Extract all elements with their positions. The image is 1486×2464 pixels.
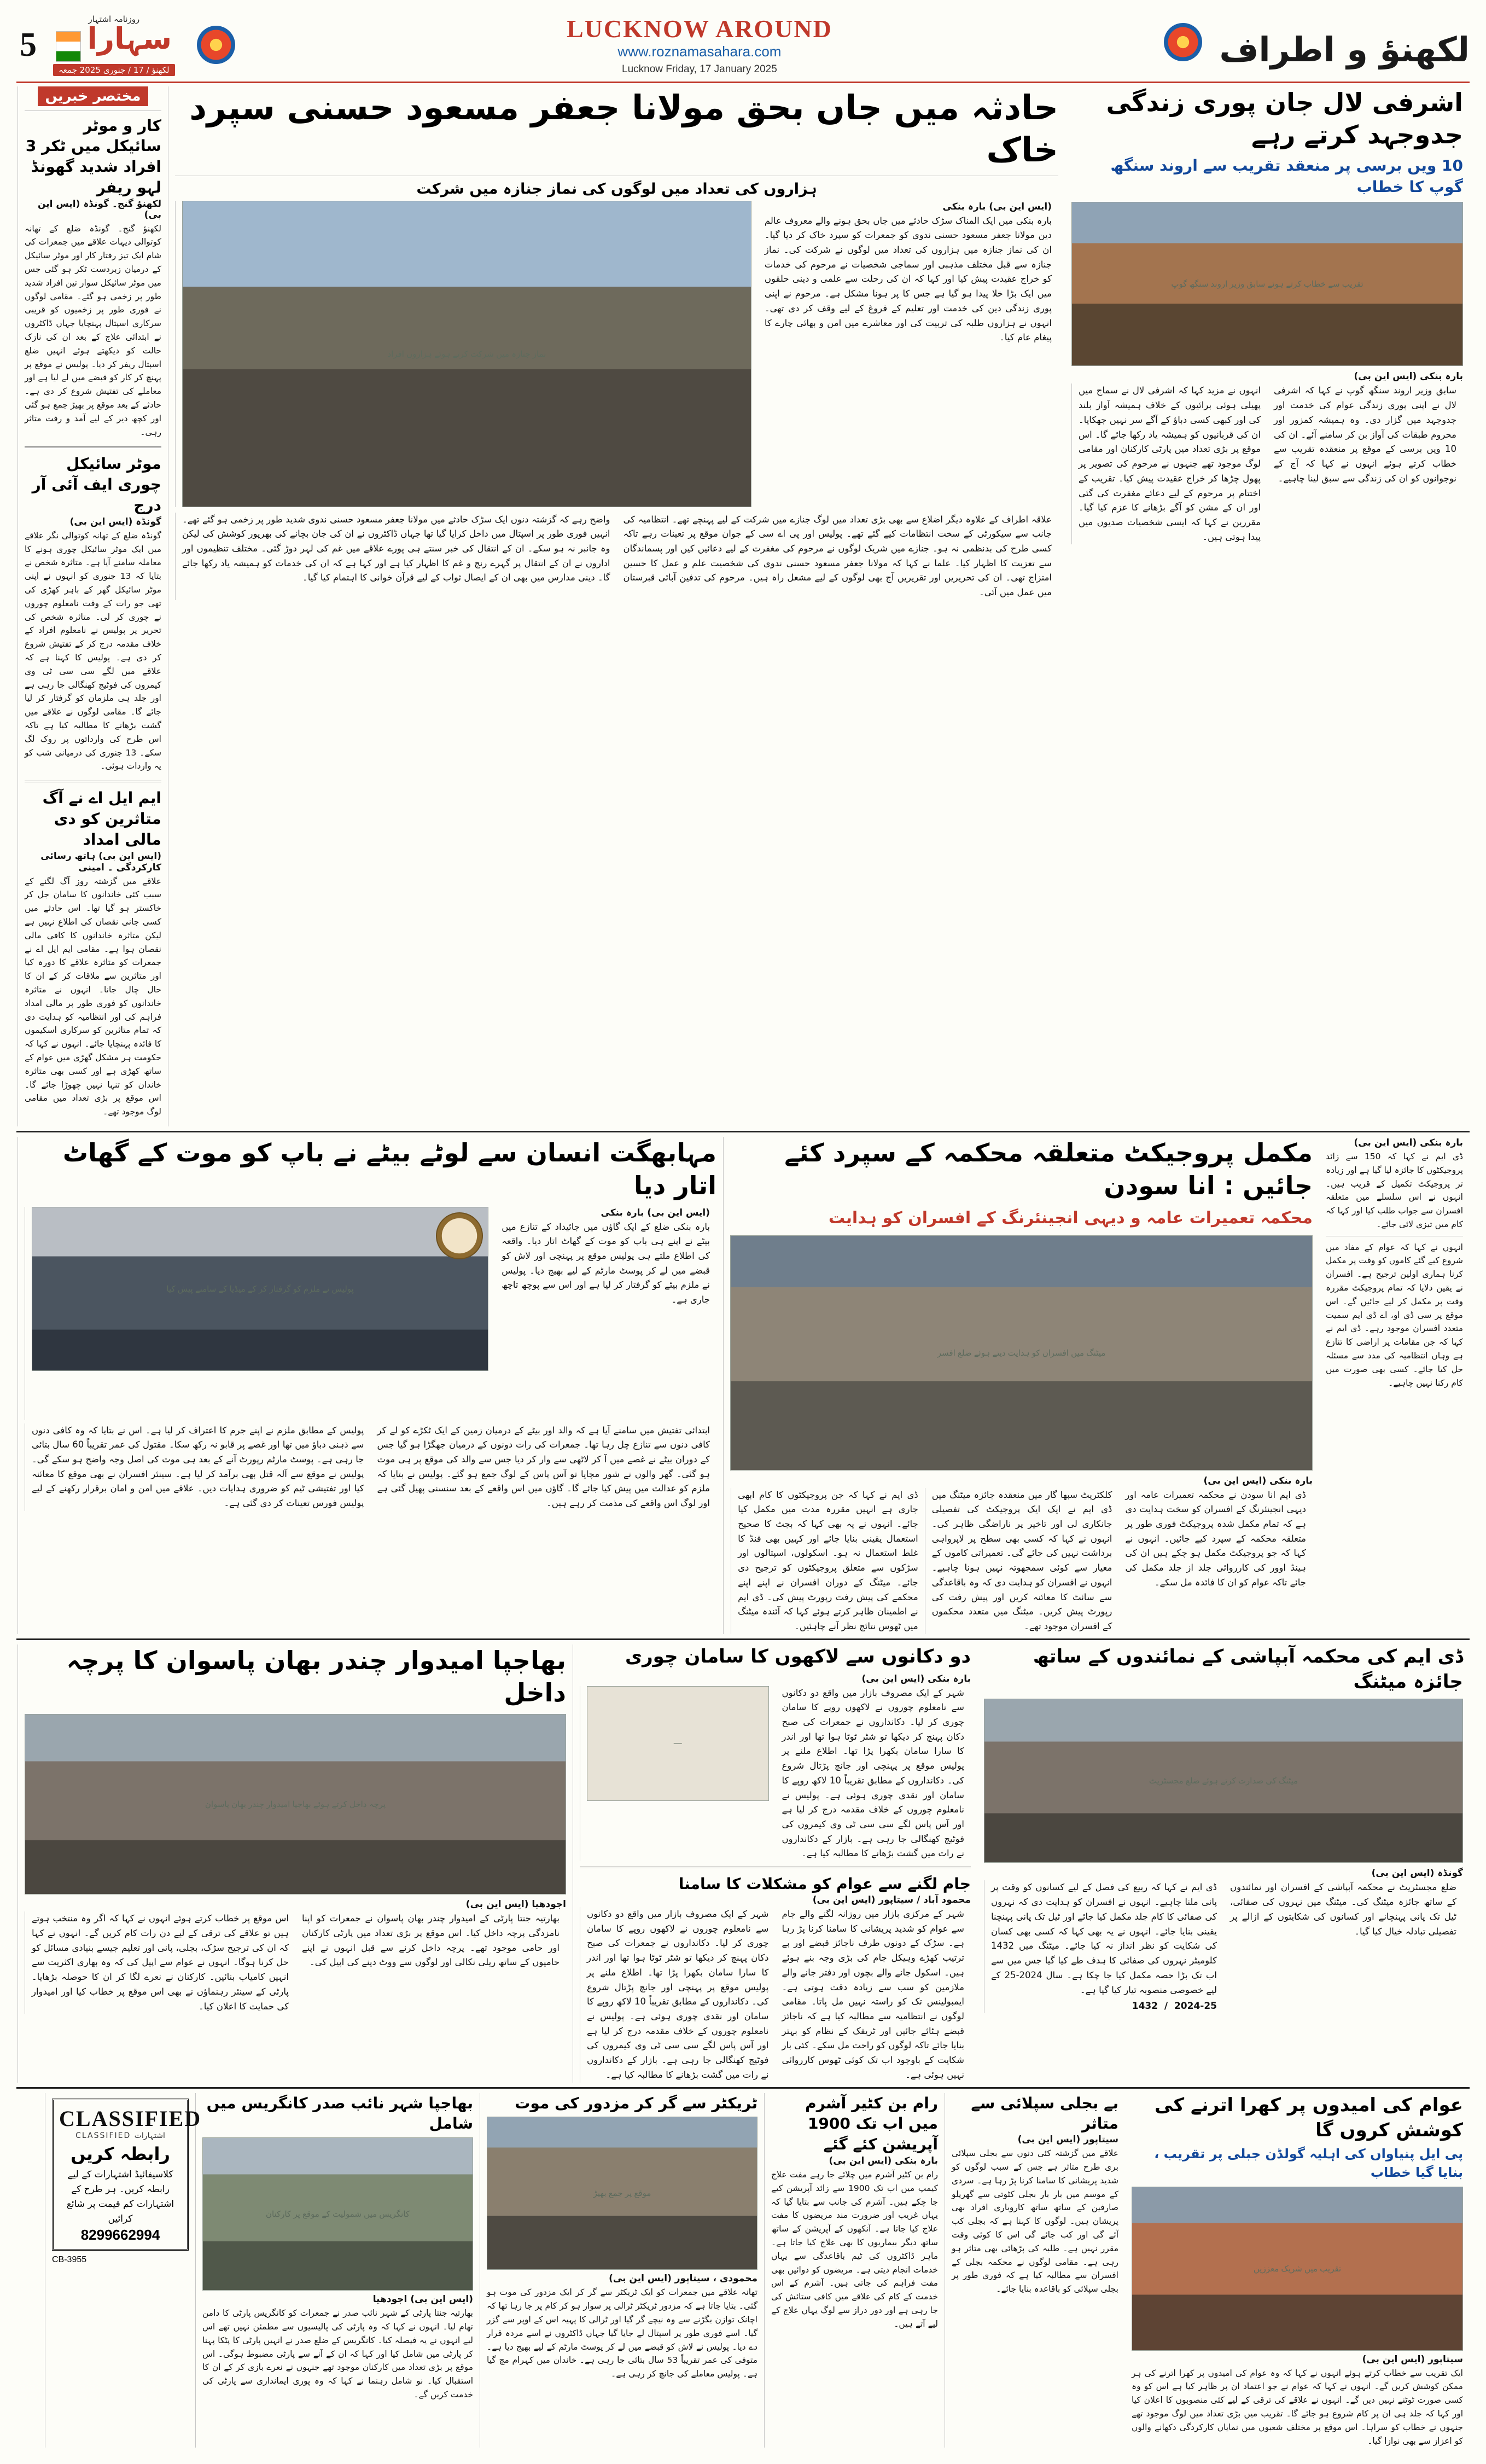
row4-a-story xyxy=(195,2093,480,2448)
classified-logo: CLASSIFIED xyxy=(59,2106,202,2131)
row3-right-byline: گونڈہ (ایس این بی) xyxy=(1371,1868,1463,1879)
row3-mid-sub-byline: محمود آباد / سیتاپور (ایس این بی) xyxy=(812,1895,971,1905)
row4-b-body: تھانہ علاقے میں جمعرات کو ایک ٹریکٹر سے گر کر ایک مزدور کی موت ہو گئی۔ بتایا جاتا ہے کہ مزدور ٹریکٹر ٹرالی پر سوار ہو کر کام پر جا رہا تھا کہ اچانک توازن بگڑنے سے وہ نیچے گر گیا اور ٹرالی کا پہیہ اس کے اوپر سے گزر گیا۔ اسے فوری طور پر اسپتال لے جایا گیا جہاں ڈاکٹروں نے اسے مردہ قرار دے دیا۔ پولیس نے لاش کو قبضے میں لے کر پوسٹ مارٹم کے لیے بھیج دیا ہے۔ متوفی کی عمر تقریباً 53 سال بتائی جا رہی ہے۔ خاندان میں کہرام مچ گیا ہے۔ پولیس معاملے کی جانچ کر رہی ہے۔ xyxy=(487,2287,757,2379)
mid-right-photo-caption: میٹنگ میں افسران کو ہدایت دیتے ہوئے ضلع افسر xyxy=(937,1348,1106,1358)
mid-right-headline: مکمل پروجیکٹ متعلقہ محکمہ کے سپرد کئے جائیں : انا سودن xyxy=(784,1137,1313,1200)
row4-a-byline: (ایس این بی) اجودھیا xyxy=(372,2294,473,2305)
lead-story xyxy=(168,86,1065,1126)
row3-left-byline: اجودھیا (ایس این بی) xyxy=(465,1899,566,1910)
row4-a-photo-caption: کانگریس میں شمولیت کے موقع پر کارکنان xyxy=(265,2210,410,2219)
row4-d-body: علاقے میں گزشتہ کئی دنوں سے بجلی سپلائی بری طرح متاثر ہے جس کے سبب لوگوں کو شدید پریشانی کا سامنا کرنا پڑ رہا ہے۔ سردی کے موسم میں بار بار بجلی کٹوتی سے گھریلو صارفین کے ساتھ ساتھ کاروباری افراد بھی پریشان ہیں۔ لوگوں کا کہنا ہے کہ بجلی کب آئے گی اور کب جائے گی اس کا کوئی وقت مقرر نہیں ہے۔ طلبہ کی پڑھائی بھی متاثر ہو رہی ہے۔ مقامی لوگوں نے محکمہ بجلی کے افسران سے مطالبہ کیا ہے کہ فوری طور پر بجلی سپلائی کو باقاعدہ بنایا جائے۔ xyxy=(952,2148,1118,2294)
row3-left-photo-caption: پرچہ داخل کرتے ہوئے بھاجپا امیدوار چندر بھان پاسوان xyxy=(205,1800,386,1810)
mid-right-byline: بارہ بنکی (ایس این بی) xyxy=(1203,1475,1313,1486)
row3-mid-sub-body-dup: شہر کے ایک مصروف بازار میں واقع دو دکانوں سے نامعلوم چوروں نے لاکھوں روپے کا سامان چوری کر لیا۔ دکانداروں نے جمعرات کی صبح دکان پہنچ کر دیکھا تو شٹر ٹوٹا ہوا تھا اور اندر کا سارا سامان بکھرا پڑا تھا۔ اطلاع ملنے پر پولیس موقع پر پہنچی اور جانچ پڑتال شروع کی۔ دکانداروں کے مطابق تقریباً 10 لاکھ روپے کا سامان اور نقدی چوری ہوئی ہے۔ پولیس نے نامعلوم چوروں کے خلاف مقدمہ درج کر لیا ہے اور آس پاس لگے سی سی ٹی وی کیمروں کی فوٹیج کھنگالی جا رہی ہے۔ بازار کے دکانداروں نے رات میں گشت بڑھانے کا مطالبہ کیا ہے۔ xyxy=(587,1909,769,2080)
publication-logo xyxy=(53,14,175,76)
mid-far-right-body-b: انہوں نے کہا کہ عوام کے مفاد میں شروع کیے گئے کاموں کو وقت پر مکمل کرنا ہماری اولین ترجیح ہے۔ افسران نے یقین دلایا کہ تمام پروجیکٹ مقررہ وقت پر مکمل کر لیے جائیں گے۔ اس موقع پر سی ڈی او، اے ڈی ایم سمیت متعدد افسران موجود رہے۔ ڈی ایم نے کہا کہ جن مقامات پر اراضی کا تنازع ہے وہاں انتظامیہ کی مدد سے مسئلہ حل کیا جائے۔ کسی بھی صورت میں کام رکنا نہیں چاہیے۔ xyxy=(1326,1242,1463,1388)
masthead-dateline: Lucknow Friday, 17 January 2025 xyxy=(622,63,777,75)
top-right-story xyxy=(1065,86,1470,1126)
mid-left-byline: (ایس این بی) بارہ بنکی xyxy=(601,1207,710,1218)
classified-phone[interactable]: 8299662994 xyxy=(80,2227,160,2244)
row3-right-body-a: ضلع مجسٹریٹ نے محکمہ آبپاشی کے افسران اور نمائندوں کے ساتھ جائزہ میٹنگ کی۔ میٹنگ میں نہروں کی صفائی، ٹیل تک پانی پہنچانے اور کسانوں کی شکایتوں کے ازالے پر تفصیلی تبادلہ خیال کیا گیا۔ xyxy=(1230,1882,1456,1937)
row3-right-photo xyxy=(984,1699,1463,1863)
row4-e-byline: سیتاپور (ایس این بی) xyxy=(1362,2353,1463,2365)
mid-far-right-byline: بارہ بنکی (ایس این بی) xyxy=(1354,1137,1463,1148)
row4-e-subhead: پی ایل پنیاواں کی اہلیہ گولڈن جبلی پر تقریب ، بنایا گیا خطاب xyxy=(1154,2146,1463,2180)
masthead xyxy=(16,14,1470,83)
rosette-icon-right xyxy=(1164,23,1202,61)
top-right-photo-caption: تقریب سے خطاب کرتے ہوئے سابق وزیر اروند سنگھ گوپ xyxy=(1171,280,1363,289)
classified-column xyxy=(45,2093,202,2448)
row3-right-body-b: ڈی ایم نے کہا کہ ربیع کی فصل کے لیے کسانوں کو وقت پر پانی ملنا چاہیے۔ انہوں نے افسران کو ہدایت دی کہ نہروں کی صفائی کا کام جلد مکمل کیا جائے اور ٹیل تک پانی پہنچنا یقینی بنایا جائے۔ انہوں نے یہ بھی کہا کہ کسی بھی کسان کی شکایت کو نظر انداز نہ کیا جائے۔ میٹنگ میں 1432 کلومیٹر نہروں کی صفائی کا ہدف طے کیا گیا جس میں سے اب تک بڑا حصہ مکمل کیا جا چکا ہے۔ سال 2024-25 کے لیے خصوصی منصوبہ تیار کیا گیا ہے۔ xyxy=(991,1882,1217,1995)
row4-b-photo xyxy=(487,2117,757,2270)
police-badge-icon xyxy=(436,1212,483,1259)
brief-2-byline: گونڈہ (ایس این بی) xyxy=(69,516,161,527)
row3-left-headline: بھاجپا امیدوار چندر بھان پاسوان کا پرچہ داخل xyxy=(66,1645,566,1708)
logo-top-text: روزنامہ اشتہار xyxy=(88,14,140,24)
row3-mid-body: شہر کے ایک مصروف بازار میں واقع دو دکانوں سے نامعلوم چوروں نے لاکھوں روپے کا سامان چوری کر لیا۔ دکانداروں نے جمعرات کی صبح دکان پہنچ کر دیکھا تو شٹر ٹوٹا ہوا تھا اور اندر کا سارا سامان بکھرا پڑا تھا۔ اطلاع ملنے پر پولیس موقع پر پہنچی اور جانچ پڑتال شروع کی۔ دکانداروں کے مطابق تقریباً 10 لاکھ روپے کا سامان اور نقدی چوری ہوئی ہے۔ پولیس نے نامعلوم چوروں کے خلاف مقدمہ درج کر لیا ہے اور آس پاس لگے سی سی ٹی وی کیمروں کی فوٹیج کھنگالی جا رہی ہے۔ بازار کے دکانداروں نے رات میں گشت بڑھانے کا مطالبہ کیا ہے۔ xyxy=(782,1687,964,1859)
brief-3-body: علاقے میں گزشتہ روز آگ لگنے کے سبب کئی خاندانوں کا سامان جل کر خاکستر ہو گیا تھا۔ اس حادثے میں کسی جانی نقصان کی اطلاع نہیں ہے لیکن متاثرہ خاندانوں کا کافی مالی نقصان ہوا ہے۔ مقامی ایم ایل اے نے جمعرات کو متاثرہ علاقے کا دورہ کیا اور متاثرین سے ملاقات کر کے ان کا حال چال جانا۔ انہوں نے متاثرہ خاندانوں کو فوری طور پر مالی امداد فراہم کی اور انتظامیہ کو ہدایت دی کہ تمام متاثرین کو سرکاری اسکیموں کا فائدہ پہنچایا جائے۔ انہوں نے کہا کہ حکومت ہر مشکل گھڑی میں عوام کے ساتھ کھڑی ہے اور کسی بھی متاثرہ خاندان کو تنہا نہیں چھوڑا جائے گا۔ اس موقع پر بڑی تعداد میں مقامی لوگ موجود تھے۔ xyxy=(25,876,161,1117)
mid-right-body-c: ڈی ایم نے کہا کہ جن پروجیکٹوں کا کام ابھی جاری ہے انہیں مقررہ مدت میں مکمل کیا جائے۔ انہوں نے یہ بھی کہا کہ بجٹ کا صحیح استعمال یقینی بنایا جائے اور کہیں بھی فنڈ کا غلط استعمال نہ ہو۔ اسکولوں، اسپتالوں اور سڑکوں سے متعلق پروجیکٹوں کو ترجیح دی جائے۔ میٹنگ کے دوران افسران نے اپنے اپنے محکمے کی پیش رفت رپورٹ پیش کی۔ ڈی ایم نے اطمینان ظاہر کرتے ہوئے کہا کہ آئندہ میٹنگ میں ٹھوس نتائج نظر آنے چاہئیں۔ xyxy=(738,1489,918,1631)
briefs-kicker: مختصر خبریں xyxy=(38,86,149,106)
row4-b-byline: محمودی ، سیتاپور (ایس این بی) xyxy=(609,2273,757,2285)
classified-sub: CLASSIFIED اشتہارات xyxy=(75,2131,165,2140)
row4-b-story xyxy=(480,2093,764,2448)
brief-2-headline: موٹر سائیکل چوری ایف آئی آر درج xyxy=(32,455,161,515)
row3-left-body-a: بھارتیہ جنتا پارٹی کے امیدوار چندر بھان پاسوان نے جمعرات کو اپنا نامزدگی پرچہ داخل کیا۔ اس موقع پر بڑی تعداد میں پارٹی کارکنان اور حامی موجود تھے۔ پرچہ داخل کرنے سے قبل انہوں نے اپنے حامیوں کے ساتھ ریلی نکالی اور لوگوں سے ووٹ دینے کی اپیل کی۔ xyxy=(302,1913,560,1968)
band-top xyxy=(16,86,1470,1126)
lead-headline: حادثہ میں جاں بحق مولانا جعفر مسعود حسنی سپرد خاک xyxy=(189,87,1058,170)
section-divider-1 xyxy=(16,1131,1470,1132)
band-middle xyxy=(16,1137,1470,1634)
mid-left-body-c: پولیس کے مطابق ملزم نے اپنے جرم کا اعتراف کر لیا ہے۔ اس نے بتایا کہ وہ کافی دنوں سے ذہنی دباؤ میں تھا اور غصے پر قابو نہ رکھ سکا۔ مقتول کی عمر تقریباً 60 سال بتائی جا رہی ہے۔ پوسٹ مارٹم رپورٹ آنے کے بعد ہی موت کی اصل وجہ واضح ہو سکے گی۔ پولیس نے موقع سے آلہ قتل بھی برآمد کر لیا ہے۔ سینئر افسران نے بھی موقع کا معائنہ کیا اور تفتیشی ٹیم کو ضروری ہدایات دیں۔ علاقے میں امن و امان برقرار رکھنے کے لیے پولیس فورس تعینات کر دی گئی ہے۔ xyxy=(32,1425,364,1509)
band-row3 xyxy=(16,1644,1470,2083)
page-code: CB-3955 xyxy=(52,2255,87,2265)
top-right-byline: بارہ بنکی (ایس این بی) xyxy=(1354,371,1463,382)
row3-left-body-b: اس موقع پر خطاب کرتے ہوئے انہوں نے کہا کہ اگر وہ منتخب ہوتے ہیں تو علاقے کی ترقی کے لیے دن رات کام کریں گے۔ انہوں نے کہا کہ ان کی ترجیح سڑک، بجلی، پانی اور تعلیم جیسے بنیادی مسائل کو حل کرنا ہوگا۔ انہوں نے عوام سے اپیل کی کہ وہ بھاری اکثریت سے انہیں کامیاب بنائیں۔ کارکنان نے نعرے لگا کر ان کا حوصلہ بڑھایا۔ پارٹی کے سینئر رہنماؤں نے بھی اس موقع پر خطاب کیا اور امیدوار کی حمایت کا اعلان کیا۔ xyxy=(32,1913,289,2012)
row4-b-headline: ٹریکٹر سے گر کر مزدور کی موت xyxy=(515,2094,757,2112)
top-right-body-a: سابق وزیر اروند سنگھ گوپ نے کہا کہ اشرفی لال نے اپنی پوری زندگی عوام کی خدمت اور جدوجہد میں گزار دی۔ وہ ہمیشہ کمزور اور محروم طبقات کی آواز بن کر سامنے آئے۔ ان کی 10 ویں برسی کے موقع پر منعقدہ تقریب سے خطاب کرتے ہوئے انہوں نے کہا کہ آج کے نوجوانوں کو ان کی زندگی سے سبق لینا چاہیے۔ xyxy=(1274,385,1456,484)
mid-right-body-a: ڈی ایم انا سودن نے محکمہ تعمیرات عامہ اور دیہی انجینئرنگ کے افسران کو سخت ہدایت دی ہے کہ تمام مکمل شدہ پروجیکٹ فوری طور پر متعلقہ محکمہ کے سپرد کیے جائیں۔ انہوں نے کہا کہ جو پروجیکٹ مکمل ہو چکے ہیں ان کی ہینڈ اوور کی کارروائی جلد از جلد مکمل کی جائے تاکہ عوام کو ان کا فائدہ مل سکے۔ xyxy=(1125,1489,1306,1588)
row4-c-byline: بارہ بنکی (ایس این بی) xyxy=(829,2155,938,2167)
row3-left-photo xyxy=(25,1714,566,1895)
row4-b-photo-caption: موقع پر جمع بھیڑ xyxy=(593,2189,651,2199)
section-divider-2 xyxy=(16,1638,1470,1640)
brief-1-headline: کار و موٹر سائیکل میں ٹکر 3 افراد شدید گھونڈ لہو ریفر xyxy=(25,116,161,196)
mid-far-right-body-a: ڈی ایم نے کہا کہ 150 سے زائد پروجیکٹوں کا جائزہ لیا گیا ہے اور زیادہ تر پروجیکٹ تکمیل کے قریب ہیں۔ انہوں نے اس سلسلے میں متعلقہ افسران سے جواب طلب کیا اور کہا کہ کام میں تیزی لائی جائے۔ xyxy=(1326,1151,1463,1229)
mid-right-subhead: محکمہ تعمیرات عامہ و دیہی انجینئرنگ کے افسران کو ہدایت xyxy=(828,1208,1313,1228)
lead-byline: (ایس این بی) بارہ بنکی xyxy=(942,201,1052,212)
brief-1-byline: لکھنؤ گنج۔ گونڈہ (ایس این بی) xyxy=(37,198,161,220)
mid-right-body-b: کلکٹریٹ سبھا گار میں منعقدہ جائزہ میٹنگ میں ڈی ایم نے ایک ایک پروجیکٹ کی تفصیلی جانکاری لی اور تاخیر پر ناراضگی ظاہر کی۔ انہوں نے کہا کہ کسی بھی سطح پر لاپرواہی برداشت نہیں کی جائے گی۔ تعمیراتی کاموں کے معیار سے کوئی سمجھوتہ نہیں ہونا چاہیے۔ انہوں نے افسران کو ہدایت دی کہ وہ باقاعدگی سے سائٹ کا معائنہ کریں اور پیش رفت کی رپورٹ پیش کریں۔ میٹنگ میں متعدد محکموں کے افسران موجود تھے۔ xyxy=(931,1489,1112,1631)
row4-e-headline: عوام کی امیدوں پر کھرا اترنے کی کوشش کروں گا xyxy=(1154,2094,1463,2141)
row4-a-headline: بھاجپا شہر نائب صدر کانگریس میں شامل xyxy=(206,2094,473,2133)
brief-item-3 xyxy=(25,788,161,1119)
band-row4 xyxy=(16,2093,1470,2448)
lead-body-a: بارہ بنکی میں ایک المناک سڑک حادثے میں جاں بحق ہونے والے معروف عالم دین مولانا جعفر مسعود حسنی ندوی کو جمعرات کو سپرد خاک کر دیا گیا۔ ان کی نماز جنازہ میں ہزاروں کی تعداد میں لوگوں نے شرکت کی۔ نماز جنازہ سے قبل مختلف مذہبی اور سماجی شخصیات نے مرحوم کی خدمات کو خراج عقیدت پیش کیا اور کہا کہ ان کی رحلت سے علمی و دینی حلقوں میں ایک بڑا خلا پیدا ہو گیا ہے جس کا پر ہونا مشکل ہے۔ مرحوم نے اپنی پوری زندگی دین کی خدمت اور تعلیم کے فروغ کے لیے وقف کر دی تھی۔ انہوں نے ہزاروں طلبہ کی تربیت کی اور معاشرے میں امن و بھائی چارے کا پیغام عام کیا۔ xyxy=(764,215,1052,343)
row3-right-photo-caption: میٹنگ کی صدارت کرتے ہوئے ضلع مجسٹریٹ xyxy=(1149,1776,1298,1786)
row4-c-headline: رام بن کٹیر آشرم میں اب تک 1900 آپریشن کئے گئے xyxy=(805,2094,938,2154)
masthead-url[interactable]: www.roznamasahara.com xyxy=(617,43,782,60)
lead-body-c: واضح رہے کہ گزشتہ دنوں ایک سڑک حادثے میں مولانا جعفر مسعود حسنی ندوی شدید طور پر زخمی ہو گئے تھے۔ انہیں فوری طور پر اسپتال میں داخل کرایا گیا تھا جہاں ڈاکٹروں نے ان کی جان بچانے کی بھرپور کوشش کی لیکن وہ جانبر نہ ہو سکے۔ ان کے انتقال کی خبر سنتے ہی پورے علاقے میں غم کی لہر دوڑ گئی۔ مختلف تنظیموں اور اداروں نے ان کے انتقال پر گہرے رنج و غم کا اظہار کیا ہے اور کہا ہے کہ ان کی خدمات کو ہمیشہ یاد رکھا جائے گا۔ دینی مدارس میں بھی ان کے ایصال ثواب کے لیے قرآن خوانی کا اہتمام کیا گیا۔ xyxy=(182,514,610,583)
logo-date-strip: لکھنؤ / 17 / جنوری 2025 جمعہ xyxy=(53,64,175,76)
row3-mid-byline: بارہ بنکی (ایس این بی) xyxy=(861,1673,971,1684)
row3-right-story: ڈی ایم کی محکمہ آبپاشی کے نمائندوں کے ساتھ جائزہ میٹنگ میٹنگ کی صدارت کرتے ہوئے ضلع مجسٹریٹ گونڈہ (ایس این بی) ضلع مجسٹریٹ نے محکمہ آبپاشی کے افسران اور نمائندوں کے ساتھ جائزہ میٹنگ کی۔ میٹنگ میں نہروں کی صفائی، ٹیل تک پانی پہنچانے اور کسانوں کی شکایتوں کے ازالے پر تفصیلی تبادلہ خیال کیا گیا۔ ڈی ایم نے کہا کہ ربیع کی فصل کے لیے کسانوں کو وقت پر پانی ملنا چاہیے۔ انہوں نے افسران کو ہدایت دی کہ نہروں کی صفائی کا کام جلد مکمل کیا جائے اور ٹیل تک پانی پہنچنا یقینی بنایا جائے۔ انہوں نے یہ بھی کہا کہ کسی بھی کسان کی شکایت کو نظر انداز نہ کیا جائے۔ میٹنگ میں 1432 کلومیٹر نہروں کی صفائی کا ہدف طے کیا گیا جس میں سے اب تک بڑا حصہ مکمل کیا جا چکا ہے۔ سال 2024-25 کے لیے خصوصی منصوبہ تیار کیا گیا ہے۔ 2024-25 / 1432 xyxy=(977,1644,1470,2083)
row3-left-story xyxy=(18,1644,573,2083)
mid-far-right-column xyxy=(1319,1137,1470,1634)
masthead-title-en: LUCKNOW AROUND xyxy=(566,15,832,43)
row4-d-byline: سیتاپور (ایس این بی) xyxy=(1017,2134,1118,2146)
rosette-icon xyxy=(197,26,235,64)
tricolor-flag-icon xyxy=(56,31,81,62)
mid-left-photo-caption: پولیس نے ملزم کو گرفتار کر کے میڈیا کے سامنے پیش کیا xyxy=(166,1284,354,1294)
mid-left-story xyxy=(18,1137,723,1634)
top-right-headline: اشرفی لال جان پوری زندگی جدوجہد کرتے رہے xyxy=(1106,87,1463,150)
section-divider-3 xyxy=(16,2087,1470,2089)
row3-mid-headline: دو دکانوں سے لاکھوں کا سامان چوری xyxy=(625,1645,971,1667)
row4-e-story xyxy=(1125,2093,1470,2448)
top-right-body-b: انہوں نے مزید کہا کہ اشرفی لال نے سماج میں پھیلی ہوئی برائیوں کے خلاف ہمیشہ آواز بلند کی اور کبھی کسی دباؤ کے آگے سر نہیں جھکایا۔ ان کی قربانیوں کو ہمیشہ یاد رکھا جائے گا۔ اس موقع پر بڑی تعداد میں پارٹی کارکنان اور مقامی لوگ موجود تھے جنہوں نے مرحوم کی تصویر پر پھول چڑھا کر خراج عقیدت پیش کیا۔ تقریب کے اختتام پر مرحوم کے لیے دعائے مغفرت کی گئی اور ان کے مشن کو آگے بڑھانے کا عزم کیا گیا۔ مقررین نے کہا کہ ایسی شخصیات صدیوں میں پیدا ہوتی ہیں۔ xyxy=(1079,385,1261,542)
top-right-subhead: 10 ویں برسی پر منعقد تقریب سے اروند سنگھ گوپ کا خطاب xyxy=(1110,156,1463,196)
mid-left-headline: مہابھگت انسان سے لوٹے بیٹے نے باپ کو موت کے گھاٹ اتار دیا xyxy=(62,1137,716,1200)
lead-strap: ہزاروں کی تعداد میں لوگوں کی نماز جنازہ میں شرکت xyxy=(416,180,817,197)
classified-contact-title: رابطہ کریں xyxy=(71,2143,170,2164)
row4-a-body: بھارتیہ جنتا پارٹی کے شہر نائب صدر نے جمعرات کو کانگریس پارٹی کا دامن تھام لیا۔ انہوں نے کہا کہ وہ پارٹی کی پالیسیوں سے مطمئن نہیں تھے اس لیے انہوں نے یہ فیصلہ کیا۔ کانگریس کے ضلع صدر نے انہیں پارٹی کا پٹکا پہنا کر پارٹی میں شامل کیا اور کہا کہ ان کے آنے سے پارٹی مضبوط ہوگی۔ اس موقع پر بڑی تعداد میں کارکنان موجود تھے جنہوں نے نعرے بازی کر کے ان کا استقبال کیا۔ نو شامل رہنما نے کہا کہ وہ پوری ایمانداری سے پارٹی کی خدمت کریں گے۔ xyxy=(202,2308,473,2399)
brief-3-byline: (ایس این بی) ہاتھ رسائی کارکردگی ۔ امینی xyxy=(40,850,161,873)
page-number: 5 xyxy=(20,26,37,64)
row4-c-body: رام بن کٹیر آشرم میں چلائے جا رہے مفت علاج کیمپ میں اب تک 1900 سے زائد آپریشن کیے جا چکے ہیں۔ آشرم کی جانب سے بتایا گیا کہ یہاں غریب اور ضرورت مند مریضوں کا مفت علاج کیا جاتا ہے۔ آنکھوں کے آپریشن کے ساتھ ساتھ دیگر بیماریوں کا بھی علاج کیا جاتا ہے۔ ماہر ڈاکٹروں کی ٹیم باقاعدگی سے یہاں خدمات انجام دیتی ہے۔ مریضوں کو دوائیں بھی مفت فراہم کی جاتی ہیں۔ آشرم کے اس خدمت کے کام کی علاقے میں کافی ستائش کی جا رہی ہے اور دور دراز سے لوگ یہاں علاج کے لیے آتے ہیں۔ xyxy=(771,2170,938,2329)
masthead-title-urdu: لکھنؤ و اطراف xyxy=(1219,30,1470,70)
row3-mid-photo: — xyxy=(587,1686,769,1801)
lead-photo-caption: نماز جنازہ میں شرکت کرتے ہوئے ہزاروں افراد xyxy=(387,349,546,359)
brief-item-1 xyxy=(25,115,161,439)
classified-box[interactable] xyxy=(52,2099,202,2251)
row3-right-stat-year: 2024-25 xyxy=(1174,2001,1217,2012)
row3-right-stat-km: 1432 xyxy=(1132,2001,1158,2012)
row4-d-story xyxy=(945,2093,1125,2448)
mid-left-body-b: ابتدائی تفتیش میں سامنے آیا ہے کہ والد اور بیٹے کے درمیان زمین کے ایک ٹکڑے کو لے کر کافی دنوں سے تنازع چل رہا تھا۔ جمعرات کی رات دونوں کے درمیان جھگڑا ہو گیا جس کے دوران بیٹے نے غصے میں آ کر لاٹھی سے وار کر دیا جس سے والد کی موقع پر ہی موت ہو گئی۔ گھر والوں نے شور مچایا تو آس پاس کے لوگ جمع ہو گئے۔ پولیس نے بتایا کہ ملزم کو عدالت میں پیش کیا جائے گا۔ گاؤں میں اس واقعے کے بعد سنسنی پھیل گئی ہے اور لوگ اس واقعے کی مذمت کر رہے ہیں۔ xyxy=(377,1425,710,1509)
brief-2-body: گونڈہ ضلع کے تھانہ کوتوالی نگر علاقے میں ایک موٹر سائیکل چوری ہونے کا معاملہ سامنے آیا ہے۔ متاثرہ شخص نے بتایا کہ 13 جنوری کو انہوں نے اپنی موٹر سائیکل گھر کے باہر کھڑی کی تھی جو رات کے وقت نامعلوم چوروں نے چوری کر لی۔ متاثرہ شخص کی تحریر پر پولیس نے نامعلوم افراد کے خلاف مقدمہ درج کر کے تفتیش شروع کر دی ہے۔ پولیس کا کہنا ہے کہ علاقے میں لگے سی سی ٹی وی کیمروں کی فوٹیج کھنگالی جا رہی ہے اور جلد ہی ملزمان کو گرفتار کر لیا جائے گا۔ مقامی لوگوں نے علاقے میں گشت بڑھانے کا مطالبہ کیا ہے تاکہ اس طرح کی وارداتوں پر روک لگ سکے۔ 13 جنوری کی درمیانی شب کو یہ واردات ہوئی۔ xyxy=(25,530,162,771)
row3-mid-story xyxy=(573,1644,977,2083)
mid-right-story xyxy=(723,1137,1319,1634)
mid-left-body-a: بارہ بنکی ضلع کے ایک گاؤں میں جائیداد کے تنازع میں بیٹے نے اپنے ہی باپ کو موت کے گھاٹ اتار دیا۔ واقعہ کی اطلاع ملتے ہی پولیس موقع پر پہنچی اور لاش کو قبضے میں لے کر پوسٹ مارٹم کے لیے بھیج دیا۔ پولیس نے ملزم بیٹے کو گرفتار کر لیا ہے اور اس سے پوچھ تاچھ جاری ہے۔ xyxy=(502,1221,710,1305)
logo-urdu-text: سہارا xyxy=(87,21,172,56)
row4-c-story xyxy=(764,2093,945,2448)
briefs-column xyxy=(18,86,168,1126)
row4-e-photo xyxy=(1132,2187,1463,2351)
brief-3-headline: ایم ایل اے نے آگ متاثرین کو دی مالی امداد xyxy=(42,789,161,849)
row4-e-photo-caption: تقریب میں شریک معززین xyxy=(1253,2264,1342,2274)
row3-mid-sub-headline: جام لگنے سے عوام کو مشکلات کا سامنا xyxy=(678,1875,971,1893)
brief-1-body: لکھنؤ گنج۔ گونڈہ ضلع کے تھانہ کوتوالی دیہات علاقے میں جمعرات کی شام ایک تیز رفتار کار اور موٹر سائیکل کے درمیان زبردست ٹکر ہو گئی جس میں موٹر سائیکل سوار تین افراد شدید طور پر زخمی ہو گئے۔ مقامی لوگوں نے فوری طور پر زخمیوں کو قریبی سرکاری اسپتال پہنچایا جہاں ڈاکٹروں نے ابتدائی علاج کے بعد ان کی نازک حالت کو دیکھتے ہوئے انہیں ضلع اسپتال ریفر کر دیا۔ پولیس نے موقع پر پہنچ کر کار کو قبضے میں لے لیا ہے اور معاملے کی تفتیش شروع کر دی ہے۔ حادثے کے بعد موقع پر بھیڑ جمع ہو گئی اور کچھ دیر کے لیے آمد و رفت متاثر رہی۔ xyxy=(25,223,161,437)
lead-photo xyxy=(182,201,751,507)
brief-item-2 xyxy=(25,454,161,773)
mid-right-photo xyxy=(730,1235,1313,1471)
row4-e-body: ایک تقریب سے خطاب کرتے ہوئے انہوں نے کہا کہ وہ عوام کی امیدوں پر کھرا اترنے کی ہر ممکن کوشش کریں گے۔ انہوں نے کہا کہ عوام نے جو اعتماد ان پر ظاہر کیا ہے اس کو وہ کسی صورت ٹوٹنے نہیں دیں گے۔ انہوں نے علاقے کی ترقی کے لیے کئی منصوبوں کا اعلان کیا اور کہا کہ جلد ہی ان پر کام شروع ہو جائے گا۔ تقریب میں بڑی تعداد میں لوگ موجود تھے جنہوں نے خطاب کو سراہا۔ اس موقع پر مختلف شعبوں میں نمایاں کارکردگی دکھانے والوں کو اعزاز سے بھی نوازا گیا۔ xyxy=(1132,2368,1463,2446)
row4-d-headline: بے بجلی سپلائی سے متاثر xyxy=(971,2094,1118,2133)
row3-mid-sub-body: شہر کے مرکزی بازار میں روزانہ لگنے والے جام سے عوام کو شدید پریشانی کا سامنا کرنا پڑ رہا ہے۔ سڑک کے دونوں طرف ناجائز قبضے اور بے ترتیب کھڑے وہیکل جام کی بڑی وجہ بنے ہوئے ہیں۔ اسکول جانے والے بچوں اور دفتر جانے والے ملازمین کو سب سے زیادہ دقت ہوتی ہے۔ ایمبولینس تک کو راستہ نہیں مل پاتا۔ مقامی لوگوں نے انتظامیہ سے مطالبہ کیا ہے کہ ناجائز قبضے ہٹائے جائیں اور ٹریفک کے نظام کو بہتر بنایا جائے تاکہ لوگوں کو راحت مل سکے۔ کئی بار شکایت کے باوجود اب تک کوئی ٹھوس کارروائی نہیں ہوئی ہے۔ xyxy=(782,1909,964,2080)
row3-right-headline: ڈی ایم کی محکمہ آبپاشی کے نمائندوں کے ساتھ جائزہ میٹنگ xyxy=(1033,1645,1463,1693)
top-right-photo xyxy=(1071,202,1463,366)
classified-text: کلاسیفائیڈ اشتہارات کے لیے رابطہ کریں۔ ہر طرح کے اشتہارات کم قیمت پر شائع کرائیں xyxy=(66,2169,174,2225)
lead-body-b: علاقہ اطراف کے علاوہ دیگر اضلاع سے بھی بڑی تعداد میں لوگ جنازے میں شرکت کے لیے پہنچے تھے۔ انتظامیہ کی جانب سے سیکورٹی کے سخت انتظامات کیے گئے تھے۔ پولیس اور پی اے سی کے جوان موقع پر تعینات رہے تاکہ کسی طرح کی بدنظمی نہ ہو۔ جنازے میں شریک لوگوں نے مرحوم کی مغفرت کے لیے دعائیں کیں اور پسماندگان سے تعزیت کا اظہار کیا۔ علما نے کہا کہ مولانا جعفر مسعود حسنی ندوی کی شخصیت علم و عمل کا حسین امتزاج تھی۔ ان کی تحریریں اور تقریریں آج بھی لوگوں کے لیے مشعل راہ ہیں۔ مرحوم کی تدفین آبائی قبرستان میں عمل میں آئی۔ xyxy=(623,514,1052,598)
mid-left-photo xyxy=(32,1207,488,1371)
row4-a-photo xyxy=(202,2137,473,2291)
